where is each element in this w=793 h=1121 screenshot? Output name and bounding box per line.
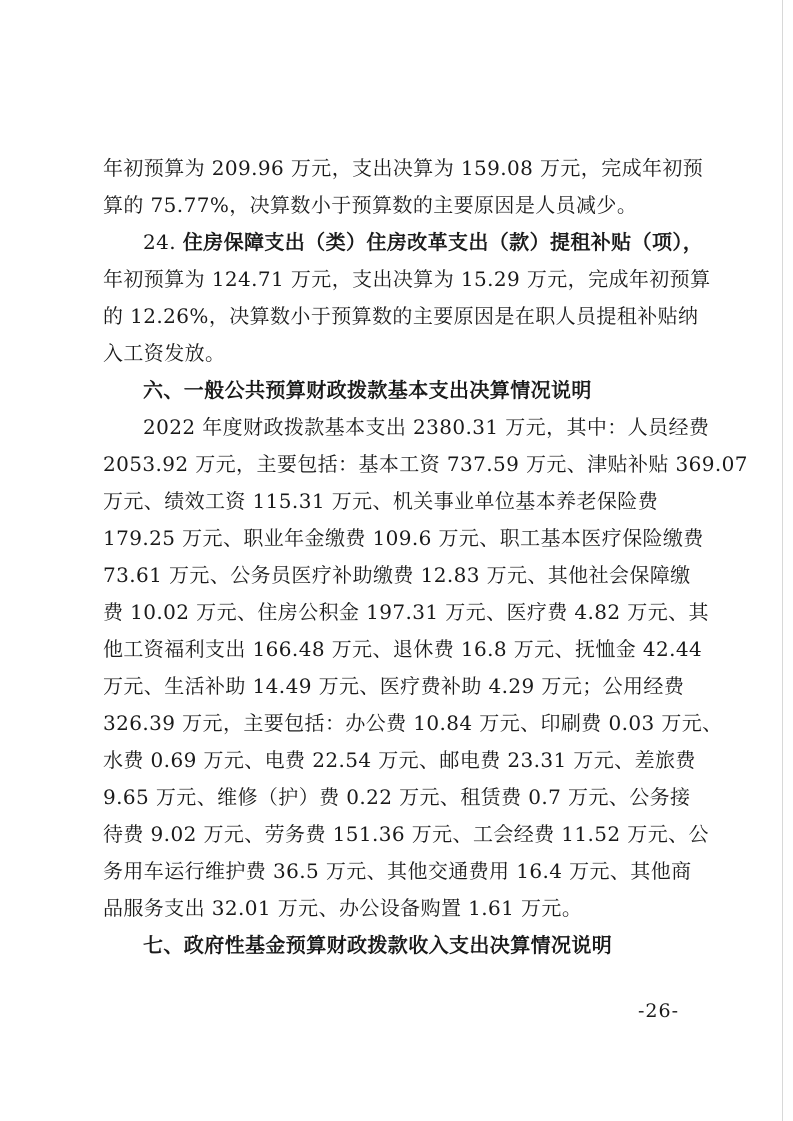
item-24-bold-title: 住房保障支出（类）住房改革支出（款）提租补贴（项）， <box>182 230 704 254</box>
paragraph-line: 73.61 万元、公务员医疗补助缴费 12.83 万元、其他社会保障缴 <box>103 563 691 587</box>
item-24-line <box>103 224 704 261</box>
paragraph-line: 算的 75.77%，决算数小于预算数的主要原因是人员减少。 <box>103 193 638 217</box>
paragraph-line: 的 12.26%，决算数小于预算数的主要原因是在职人员提租补贴纳 <box>103 304 699 328</box>
paragraph-line: 品服务支出 32.01 万元、办公设备购置 1.61 万元。 <box>103 896 583 920</box>
paragraph-line: 年初预算为 209.96 万元，支出决算为 159.08 万元，完成年初预 <box>103 156 704 180</box>
paragraph-line: 务用车运行维护费 36.5 万元、其他交通费用 16.4 万元、其他商 <box>103 859 692 883</box>
paragraph-line: 万元、绩效工资 115.31 万元、机关事业单位基本养老保险费 <box>103 489 659 513</box>
item-24-number: 24. <box>143 230 183 254</box>
body-text <box>103 150 748 964</box>
paragraph-line: 年初预算为 124.71 万元，支出决算为 15.29 万元，完成年初预算 <box>103 267 711 291</box>
paragraph-line: 9.65 万元、维修（护）费 0.22 万元、租赁费 0.7 万元、公务接 <box>103 785 691 809</box>
paragraph-line: 费 10.02 万元、住房公积金 197.31 万元、医疗费 4.82 万元、其 <box>103 600 709 624</box>
paragraph-line: 水费 0.69 万元、电费 22.54 万元、邮电费 23.31 万元、差旅费 <box>103 748 696 772</box>
paragraph-line: 万元、生活补助 14.49 万元、医疗费补助 4.29 万元；公用经费 <box>103 674 685 698</box>
paragraph-line: 179.25 万元、职业年金缴费 109.6 万元、职工基本医疗保险缴费 <box>103 526 704 550</box>
paragraph-line: 他工资福利支出 166.48 万元、退休费 16.8 万元、抚恤金 42.44 <box>103 637 703 661</box>
page-edge-line <box>782 0 783 1121</box>
paragraph-line: 2022 年度财政拨款基本支出 2380.31 万元，其中：人员经费 <box>143 415 710 439</box>
paragraph-line: 2053.92 万元，主要包括：基本工资 737.59 万元、津贴补贴 369.07 <box>103 452 748 476</box>
paragraph-line: 待费 9.02 万元、劳务费 151.36 万元、工会经费 11.52 万元、公 <box>103 822 709 846</box>
section-heading-6: 六、一般公共预算财政拨款基本支出决算情况说明 <box>143 378 592 402</box>
section-heading-7: 七、政府性基金预算财政拨款收入支出决算情况说明 <box>143 933 613 957</box>
paragraph-line: 入工资发放。 <box>103 341 226 365</box>
page-number: -26- <box>637 1000 679 1022</box>
paragraph-line: 326.39 万元，主要包括：办公费 10.84 万元、印刷费 0.03 万元、 <box>103 711 723 735</box>
